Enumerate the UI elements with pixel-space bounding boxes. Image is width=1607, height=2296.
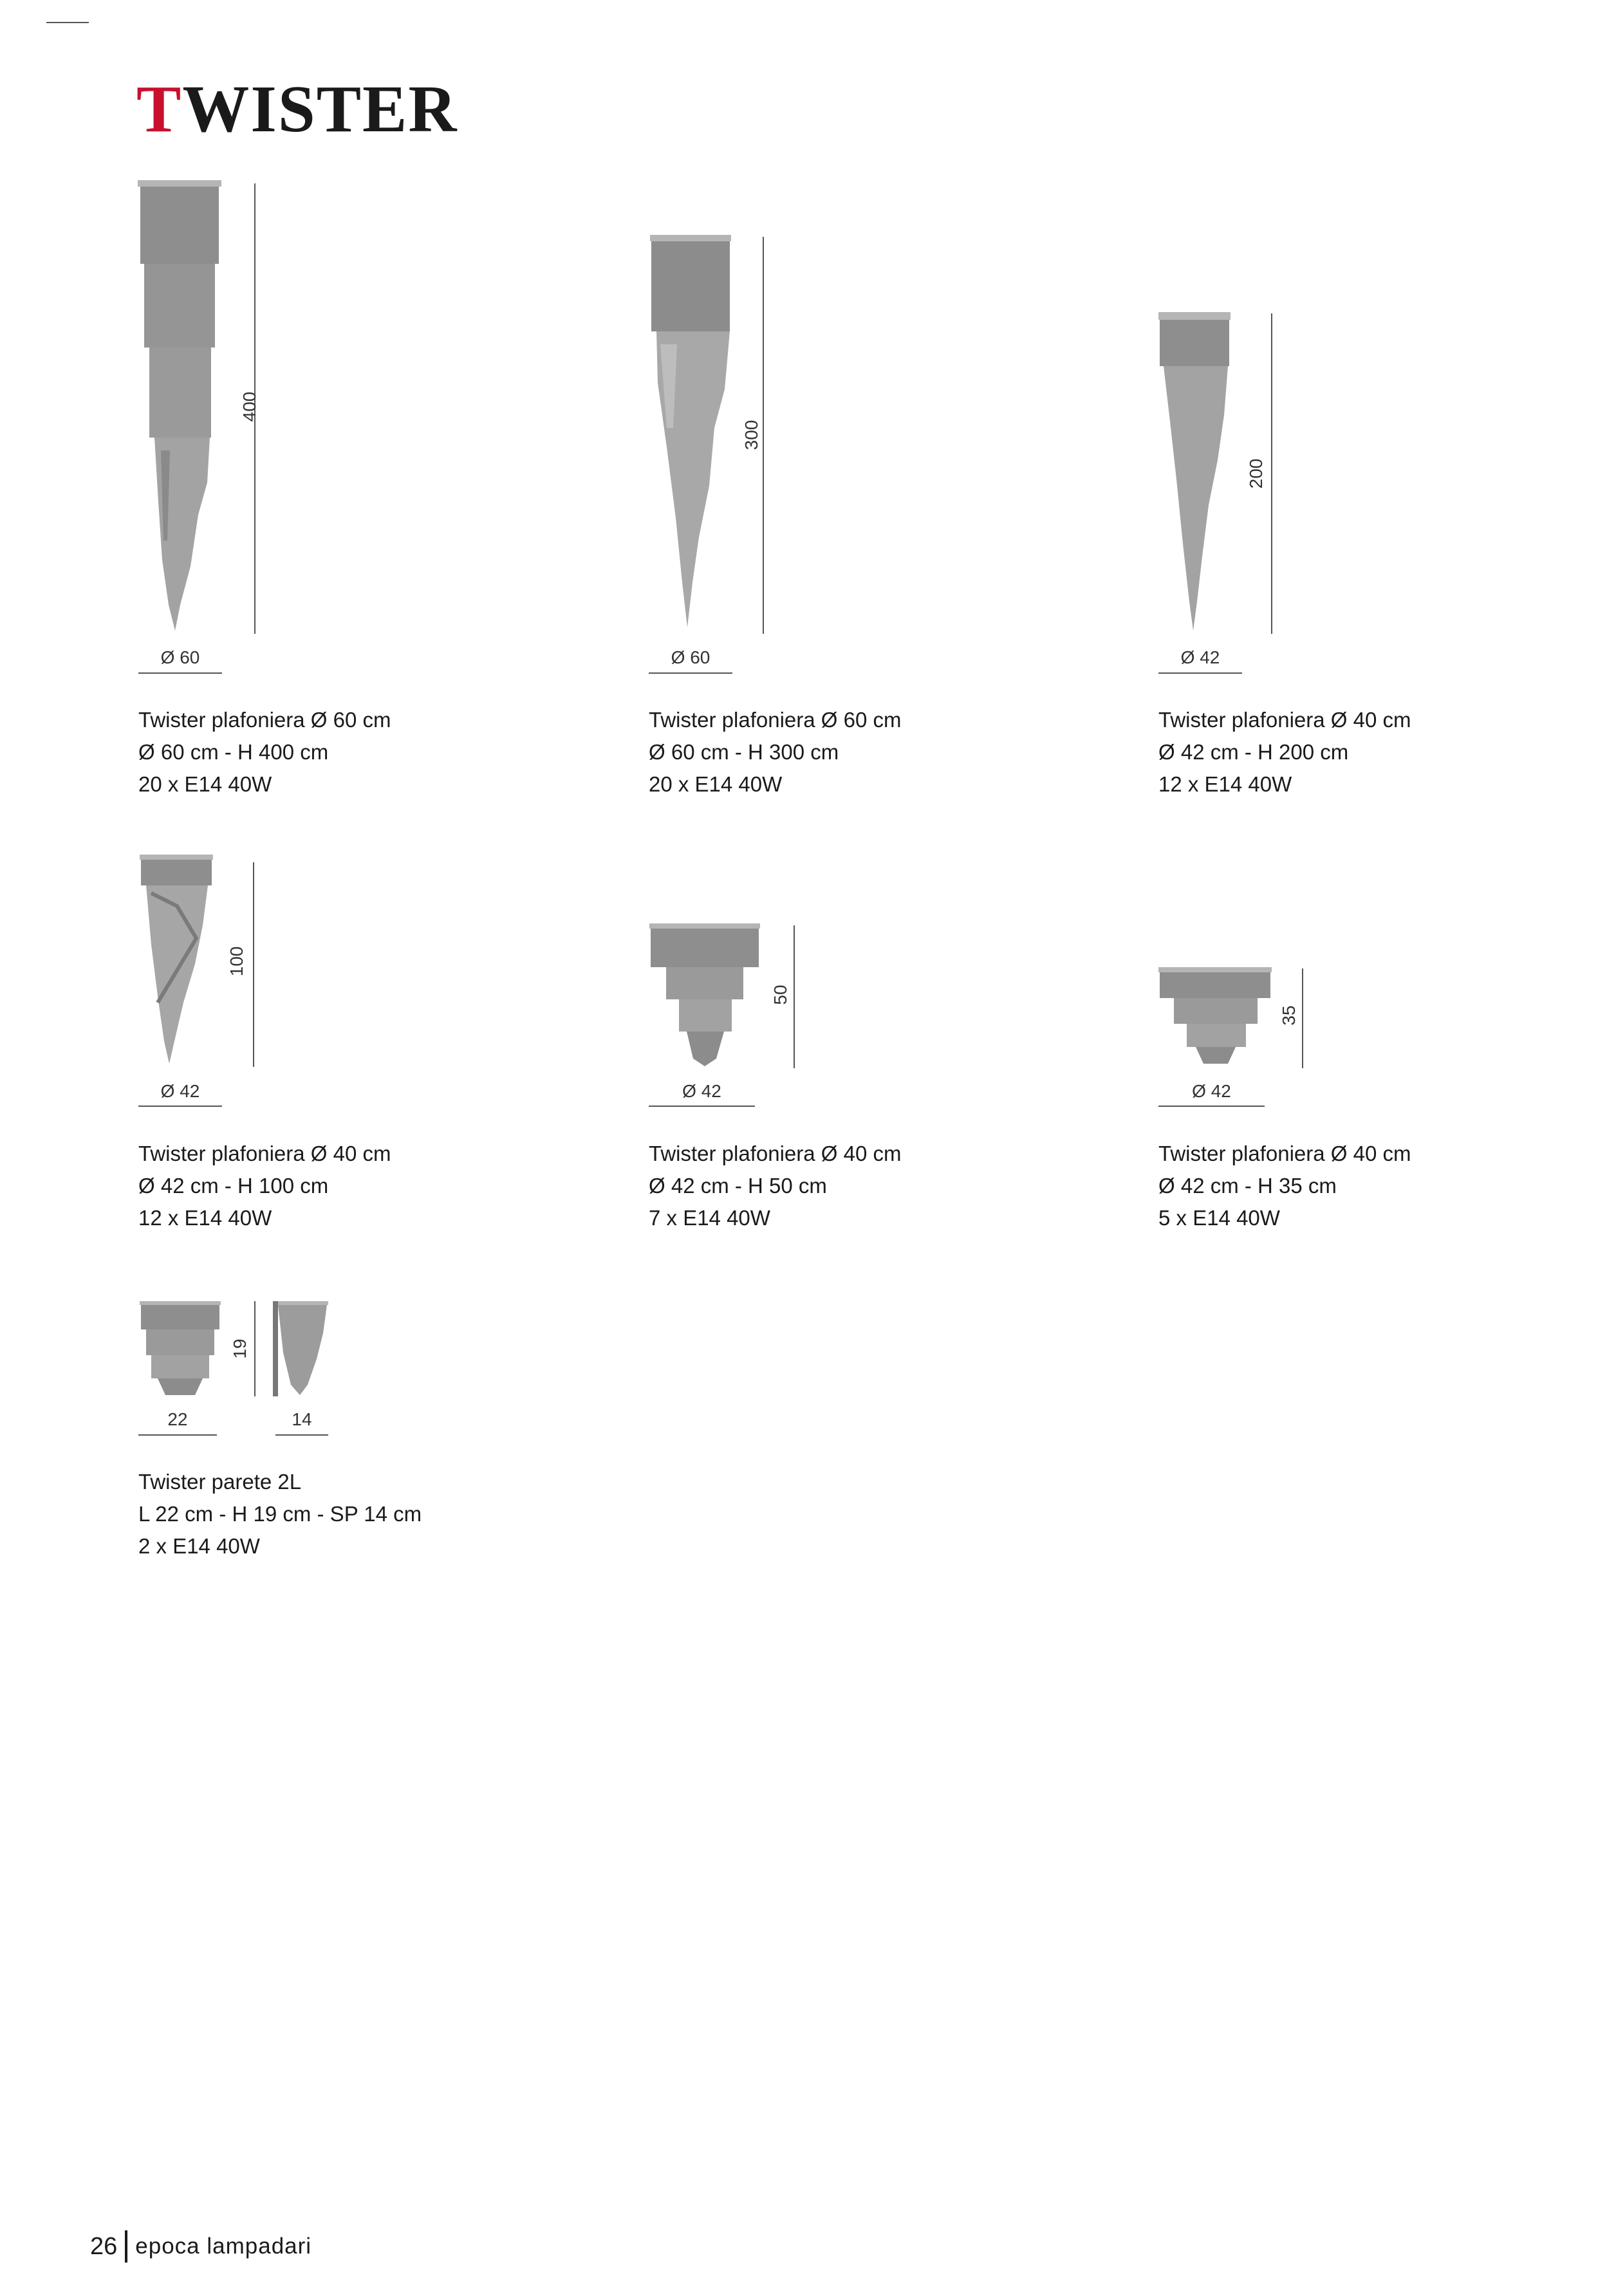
height-dimension-line [763, 237, 764, 634]
diameter-dimension-line [1158, 672, 1242, 674]
product-bulbs: 12 x E14 40W [138, 1206, 272, 1230]
diameter-label: Ø 42 [1192, 1081, 1231, 1101]
height-dimension-line [254, 1301, 255, 1396]
product-name: Twister parete 2L [138, 1470, 302, 1494]
product-bulbs: 20 x E14 40W [138, 772, 272, 796]
product-dimensions: Ø 42 cm - H 35 cm [1158, 1174, 1337, 1198]
diameter-label: Ø 42 [682, 1081, 721, 1101]
height-label: 19 [230, 1338, 250, 1359]
wall-lamp-side-drawing [272, 1301, 330, 1396]
depth-label: 14 [292, 1409, 312, 1429]
page-title [136, 72, 458, 146]
product-dimensions: Ø 60 cm - H 400 cm [138, 740, 329, 764]
chandelier-50-drawing [647, 923, 763, 1068]
height-dimension-line [1271, 313, 1272, 634]
product-dimensions: L 22 cm - H 19 cm - SP 14 cm [138, 1502, 422, 1526]
height-label: 35 [1279, 1005, 1299, 1026]
footer-divider [125, 2230, 127, 2263]
product-spec [649, 1138, 902, 1234]
product-name: Twister plafoniera Ø 60 cm [649, 708, 902, 732]
diameter-label: Ø 42 [160, 1081, 200, 1101]
diameter-dimension-line [649, 672, 732, 674]
diameter-dimension-line [138, 1106, 222, 1107]
product-dimensions: Ø 60 cm - H 300 cm [649, 740, 839, 764]
title-rest: WISTER [182, 72, 458, 146]
product-name: Twister plafoniera Ø 40 cm [138, 1142, 391, 1165]
height-dimension-line [1302, 968, 1303, 1068]
product-bulbs: 2 x E14 40W [138, 1534, 260, 1558]
product-spec [1158, 1138, 1411, 1234]
chandelier-400-drawing [135, 180, 232, 634]
page-footer [90, 2230, 311, 2263]
brand-name: epoca lampadari [135, 2234, 312, 2259]
product-name: Twister plafoniera Ø 40 cm [649, 1142, 902, 1165]
chandelier-200-drawing [1157, 312, 1234, 634]
height-dimension-line [794, 925, 795, 1068]
product-spec [1158, 704, 1411, 801]
diameter-label: Ø 42 [1180, 647, 1220, 667]
page-number: 26 [90, 2232, 118, 2260]
product-name: Twister plafoniera Ø 40 cm [1158, 1142, 1411, 1165]
diameter-dimension-line [1158, 1106, 1265, 1107]
chandelier-35-drawing [1157, 967, 1273, 1068]
product-bulbs: 7 x E14 40W [649, 1206, 770, 1230]
product-spec [138, 1466, 422, 1562]
product-dimensions: Ø 42 cm - H 100 cm [138, 1174, 329, 1198]
product-bulbs: 5 x E14 40W [1158, 1206, 1280, 1230]
diameter-label: Ø 60 [671, 647, 711, 667]
chandelier-100-drawing [138, 855, 216, 1067]
height-label: 200 [1246, 458, 1266, 489]
product-spec [138, 1138, 391, 1234]
width-dimension-line [138, 1434, 217, 1436]
height-dimension-line [253, 862, 254, 1067]
title-initial: T [136, 72, 183, 146]
product-bulbs: 20 x E14 40W [649, 772, 783, 796]
product-spec [649, 704, 902, 801]
wall-lamp-front-drawing [138, 1301, 222, 1396]
product-name: Twister plafoniera Ø 40 cm [1158, 708, 1411, 732]
product-bulbs: 12 x E14 40W [1158, 772, 1292, 796]
product-dimensions: Ø 42 cm - H 50 cm [649, 1174, 827, 1198]
depth-dimension-line [275, 1434, 328, 1436]
height-label: 400 [239, 391, 259, 422]
diameter-label: Ø 60 [160, 647, 200, 667]
product-name: Twister plafoniera Ø 60 cm [138, 708, 391, 732]
height-label: 300 [741, 420, 761, 450]
diameter-dimension-line [649, 1106, 755, 1107]
width-label: 22 [167, 1409, 188, 1429]
diameter-dimension-line [138, 672, 222, 674]
height-label: 50 [770, 985, 790, 1005]
corner-rule [46, 22, 89, 23]
product-dimensions: Ø 42 cm - H 200 cm [1158, 740, 1349, 764]
chandelier-300-drawing [647, 235, 738, 634]
height-label: 100 [227, 946, 246, 977]
product-spec [138, 704, 391, 801]
